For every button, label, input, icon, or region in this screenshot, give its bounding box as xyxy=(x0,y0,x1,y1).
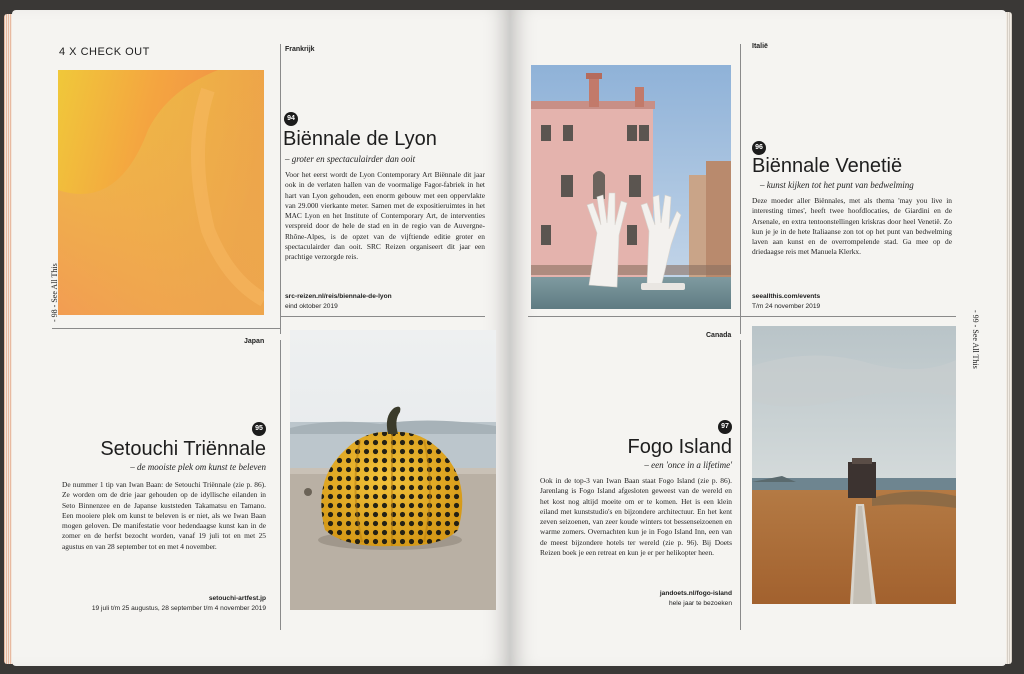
lyon-art-photo xyxy=(58,70,264,315)
article-94-link[interactable]: src-reizen.nl/reis/biennale-de-lyon xyxy=(285,293,392,300)
pumpkin-photo xyxy=(290,330,496,610)
article-96-subtitle: – kunst kijken tot het punt van bedwelming xyxy=(760,180,914,190)
section-label: 4 X CHECK OUT xyxy=(59,46,150,58)
column-divider-top xyxy=(280,44,281,334)
row-divider-right-right xyxy=(740,316,956,317)
column-divider-bottom-right xyxy=(740,340,741,630)
article-96-body: Deze moeder aller Biënnales, met als thema 'may you live in interesting times', heeft twee hoofdlocaties, de Giardini en de Arsenale, en extra tentoonstellingen kriskras door heel Venetië. Zo kun je je in de hete Italiaanse zon tot op het punt van bedwelming laven aan kunst en de overrompelende stad. Ga mee op de driedaagse reis met Manuela Klerkx. xyxy=(752,196,952,257)
article-95-date: 19 juli t/m 25 augustus, 28 september t/m 4 november 2019 xyxy=(91,605,266,612)
article-94-subtitle: – groter en spectaculairder dan ooit xyxy=(285,154,416,164)
article-97-number: 97 xyxy=(718,420,732,434)
fogo-island-photo xyxy=(752,326,956,604)
article-94-date: eind oktober 2019 xyxy=(285,303,338,310)
article-94-title: Biënnale de Lyon xyxy=(283,128,437,150)
right-page xyxy=(510,10,1006,666)
article-96-country: Italië xyxy=(752,43,768,50)
article-95-title: Setouchi Triënnale xyxy=(100,438,266,460)
article-97-date: hele jaar te bezoeken xyxy=(668,600,732,607)
article-96-number: 96 xyxy=(752,141,766,155)
article-95-link[interactable]: setouchi-artfest.jp xyxy=(208,595,266,602)
article-96-date: T/m 24 november 2019 xyxy=(752,303,821,310)
article-97-subtitle: – een 'once in a lifetime' xyxy=(644,460,732,470)
article-95-number: 95 xyxy=(252,422,266,436)
article-95-subtitle: – de mooiste plek om kunst te beleven xyxy=(130,462,266,472)
article-94-country: Frankrijk xyxy=(285,46,315,53)
article-95-body: De nummer 1 tip van Iwan Baan: de Setouchi Triënnale (zie p. 86). Ze worden om de drie jaar gehouden op de idyllische eilanden in Seto Binnenzee en de Japanse kuststeden Takamatsu en Tamano. Een mooiere plek om kunst te beleven is er niet, als we Iwan Baan mogen geloven. De manifestatie voor hedendaagse kunst kan in de zomer en de herfst bezocht worden, vanaf 19 juli tot en met 25 agustus en van 28 september tot en met 4 november. xyxy=(62,480,266,551)
right-folio: - 99 - See All This xyxy=(971,310,980,369)
article-94-number: 94 xyxy=(284,112,298,126)
article-97-body: Ook in de top-3 van Iwan Baan staat Fogo Island (zie p. 86). Jarenlang is Fogo Island afgesloten geweest van de wereld en het kost nog altijd moeite om er te komen. Het is een klein eiland met kunststudio's en bijzondere architectuur. En het kent zeven seizoenen, van zeer koude winters tot bessenseizoenen en warme zomers. Overnachten kun je in Fogo Island Inn, een van de meest bijzondere hotels ter wereld (zie p. 96). Bij Doets Reizen boek je een retreat en kun je er per helikopter heen. xyxy=(540,476,732,558)
article-95-country: Japan xyxy=(244,338,265,345)
row-divider-right xyxy=(280,316,485,317)
article-96-title: Biënnale Venetië xyxy=(752,155,903,177)
article-97-title: Fogo Island xyxy=(627,436,732,458)
article-97-link[interactable]: jandoets.nl/fogo-island xyxy=(659,590,732,597)
column-divider-bottom xyxy=(280,340,281,630)
left-folio: - 98 - See All This xyxy=(50,263,59,322)
left-page xyxy=(12,10,510,666)
article-94-body: Voor het eerst wordt de Lyon Contemporary Art Biënnale dit jaar ook in de verlaten hallen van de voormalige Fagor-fabriek in het hart van Lyon gehouden, een enorm gebouw met een oppervlakte van 29.000 vierkante meter. Samen met de expositieruimtes in het MAC Lyon en het Institute of Contemporary Art, de interventies verspreid door de hele de stad en in de regio van de Auvergne-Rhône-Alpes, is de opzet van de vijftiende editie groter en spectaculairder dan ooit. SRC Reizen organiseert dit jaar een prachtige verzorgde reis. xyxy=(285,170,485,262)
article-97-country: Canada xyxy=(706,332,732,339)
row-divider-left-right xyxy=(528,316,740,317)
column-divider-top-right xyxy=(740,44,741,334)
article-96-link[interactable]: seeallthis.com/events xyxy=(752,293,821,300)
row-divider-left xyxy=(52,328,280,329)
venice-hands-photo xyxy=(531,65,731,309)
